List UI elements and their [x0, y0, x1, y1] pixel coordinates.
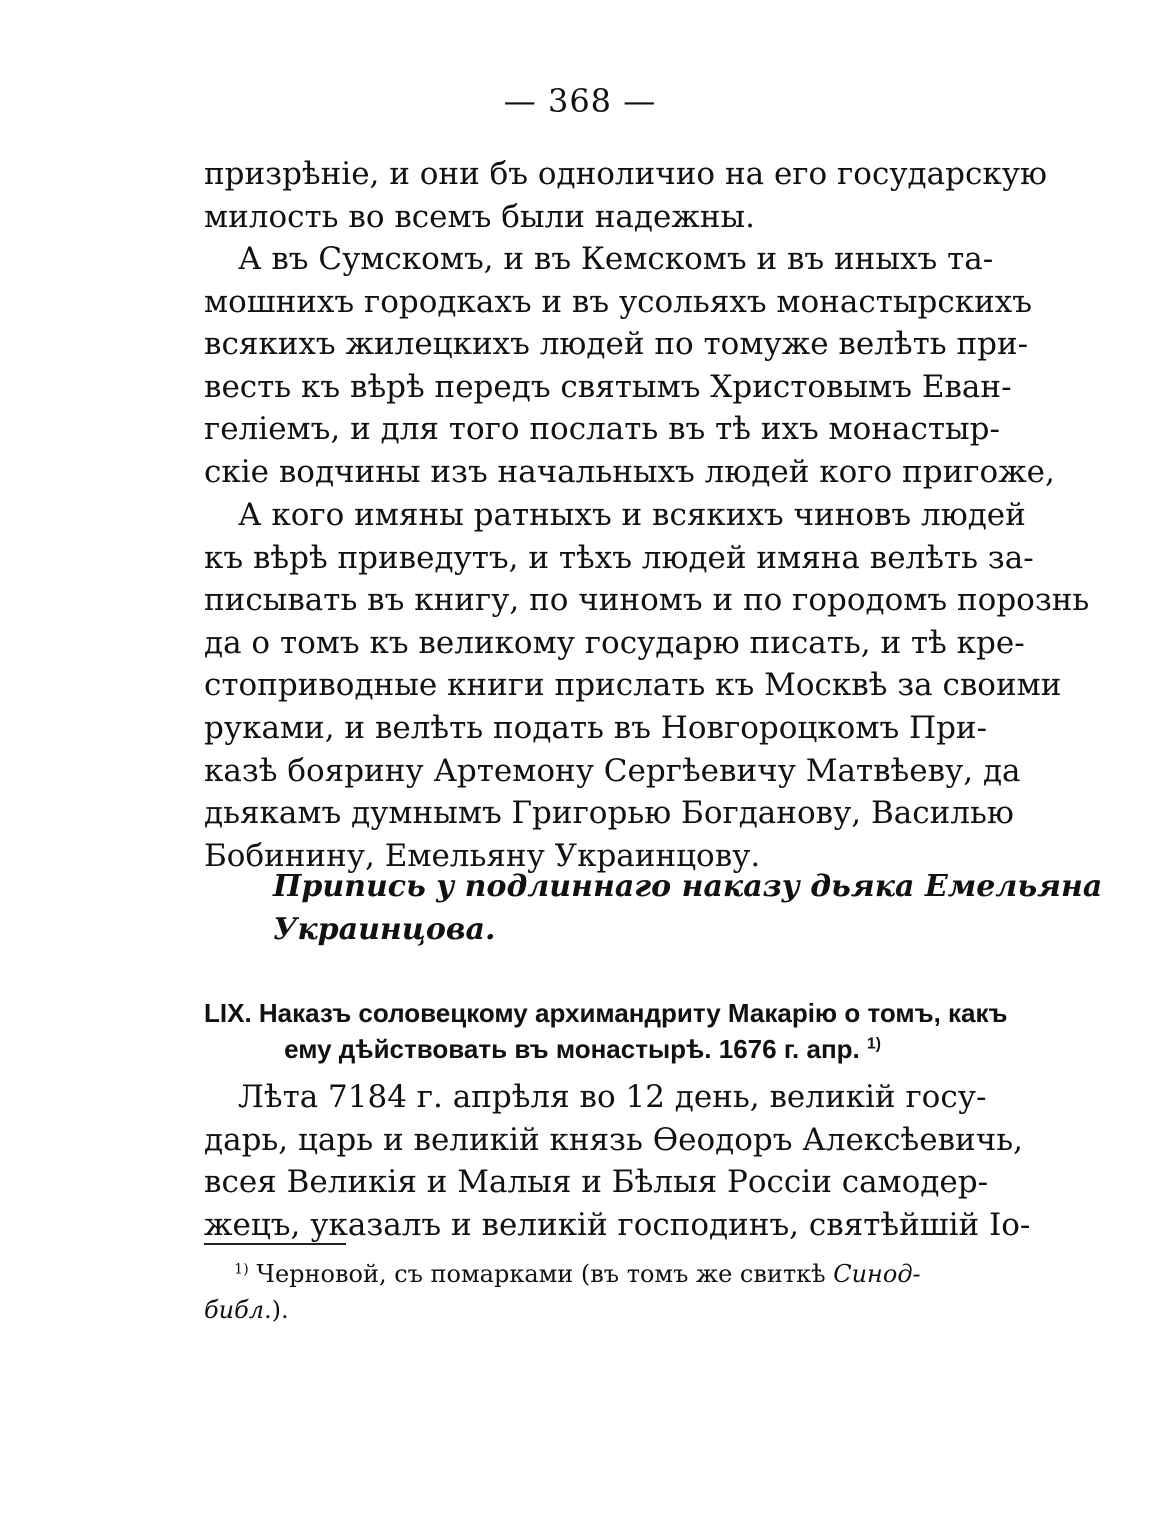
paragraph-continuation [204, 153, 1047, 238]
text-line: мошнихъ городкахъ и въ усольяхъ монастырскихъ [204, 283, 1032, 320]
text-line: писывать въ книгу, по чиномъ и по городомъ порознь [204, 582, 1090, 619]
text-line: да о томъ къ великому государю писать, и тѣ кре- [204, 624, 1025, 661]
signature-line: Украинцова. [273, 911, 496, 947]
footnote-text: ). [271, 1296, 289, 1324]
footnote-italic-text: библ. [204, 1296, 272, 1324]
text-line: Лѣта 7184 г. апрѣля во 12 день, великій госу- [238, 1079, 987, 1115]
heading-line: LIX. Наказъ соловецкому архимандриту Макарію о томъ, какъ [204, 998, 1008, 1028]
paragraph [204, 1076, 1031, 1246]
text-line: жецъ, указалъ и великій господинъ, святѣйшій Іо- [204, 1206, 1031, 1243]
text-line: милость во всемъ были надежны. [204, 198, 756, 235]
text-line: весть къ вѣрѣ передъ святымъ Христовымъ Еван- [204, 368, 1012, 405]
text-line: руками, и велѣть подать въ Новгороцкомъ При- [204, 709, 988, 746]
text-line: А въ Сумскомъ, и въ Кемскомъ и въ иныхъ та- [238, 241, 994, 277]
section-heading [204, 995, 1008, 1067]
text-line: къ вѣрѣ приведутъ, и тѣхъ людей имяна велѣть за- [204, 539, 1034, 576]
footnote-line [204, 1292, 961, 1328]
footnote [204, 1256, 961, 1328]
text-line: всякихъ жилецкихъ людей по томуже велѣть при- [204, 326, 1029, 363]
text-line: Бобинину, Емельяну Украинцову. [204, 837, 761, 874]
footnote-line [204, 1256, 961, 1292]
heading-text: ему дѣйствовать въ монастырѣ. 1676 г. апр. [284, 1034, 860, 1064]
signature-line: Припись у подлиннаго наказу дьяка Емельяна [273, 869, 1103, 904]
paragraph [204, 494, 1090, 877]
heading-line [204, 1031, 961, 1067]
text-line: дьякамъ думнымъ Григорью Богданову, Василью [204, 795, 1014, 832]
text-line: геліемъ, и для того послать въ тѣ ихъ монастыр- [204, 411, 1000, 448]
page-number: — 368 — [503, 82, 657, 120]
text-line: призрѣніе, и они бъ одноличио на его государскую [204, 156, 1047, 192]
footnote-text: Черновой, съ помарками (въ томъ же свиткѣ [256, 1260, 834, 1288]
footnote-reference[interactable]: 1) [867, 1035, 881, 1053]
footnote-divider [204, 1243, 346, 1245]
text-line: скіе водчины изъ начальныхъ людей кого пригоже, [204, 453, 1055, 490]
paragraph [204, 238, 1055, 494]
text-line: всея Великія и Малыя и Бѣлыя Россіи самодер- [204, 1164, 989, 1201]
footnote-italic-text: Синод- [833, 1260, 921, 1288]
text-line: дарь, царь и великій князь Ѳеодоръ Алексѣевичь, [204, 1121, 1023, 1158]
text-line: А кого имяны ратныхъ и всякихъ чиновъ людей [238, 497, 1026, 533]
footnote-marker: 1) [234, 1261, 249, 1278]
signature-note [273, 866, 1103, 951]
text-line: казѣ боярину Артемону Сергѣевичу Матвѣеву, да [204, 752, 1021, 789]
text-line: стоприводные книги прислать къ Москвѣ за своими [204, 667, 1062, 704]
